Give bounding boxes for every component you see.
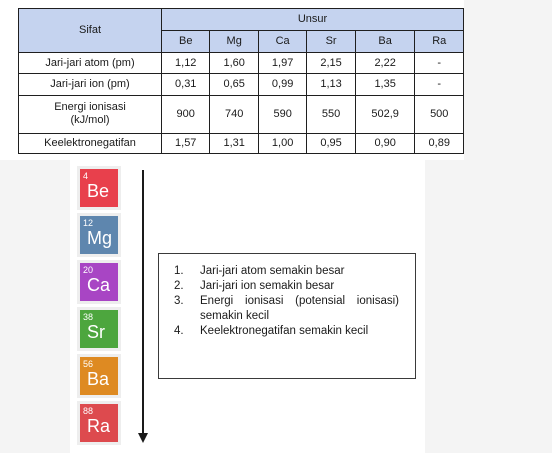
element-tile-ra [77, 401, 121, 445]
table-cell: - [415, 53, 464, 74]
table-cell: 1,31 [210, 133, 258, 153]
element-symbol: Sr [87, 322, 105, 342]
list-item: 2. Jari-jari ion semakin besar [174, 280, 335, 292]
trend-arrow-line [142, 170, 144, 437]
table-cell: 0,95 [307, 133, 355, 153]
header-property: Sifat [19, 9, 162, 53]
element-symbol: Be [87, 181, 110, 201]
element-tile-be [77, 166, 121, 210]
row-property: Jari-jari ion (pm) [19, 74, 162, 95]
header-element: Mg [210, 31, 258, 53]
table-row [19, 53, 464, 74]
table-cell: 550 [307, 95, 355, 133]
table-cell: - [415, 74, 464, 95]
row-property-line: Energi ionisasi [54, 101, 126, 114]
list-item: 3. Energi ionisasi (potensial ionisasi) semakin kecil [174, 295, 399, 322]
table-cell: 0,65 [210, 74, 258, 95]
row-property [19, 95, 162, 133]
table-cell: 0,89 [415, 133, 464, 153]
element-tile-ca [77, 260, 121, 304]
arrow-down-icon [138, 433, 148, 443]
element-symbol: Ra [87, 416, 111, 436]
table-cell: 0,99 [258, 74, 306, 95]
header-element: Sr [307, 31, 355, 53]
table-cell: 0,90 [355, 133, 415, 153]
table-cell: 1,13 [307, 74, 355, 95]
table-row [19, 74, 464, 95]
table-cell: 1,00 [258, 133, 306, 153]
table-cell: 2,22 [355, 53, 415, 74]
header-element: Ra [415, 31, 464, 53]
element-symbol: Ca [87, 275, 111, 295]
element-tile-sr [77, 307, 121, 351]
table-cell: 1,57 [162, 133, 210, 153]
trend-notes-box [158, 253, 416, 379]
header-element: Ba [355, 31, 415, 53]
list-item: 4. Keelektronegatifan semakin kecil [174, 325, 369, 337]
properties-table [18, 8, 464, 154]
table-row [19, 133, 464, 153]
row-property-line: (kJ/mol) [70, 114, 110, 127]
list-item: 1. Jari-jari atom semakin besar [174, 265, 345, 277]
table-cell: 500 [415, 95, 464, 133]
element-symbol: Mg [87, 228, 113, 248]
table-cell: 1,60 [210, 53, 258, 74]
table-cell: 1,35 [355, 74, 415, 95]
table-cell: 900 [162, 95, 210, 133]
atomic-number: 88 [83, 406, 94, 416]
row-property: Jari-jari atom (pm) [19, 53, 162, 74]
element-symbol: Ba [87, 369, 110, 389]
atomic-number: 12 [83, 218, 94, 228]
atomic-number: 4 [83, 171, 89, 181]
table-cell: 1,12 [162, 53, 210, 74]
table-row [19, 95, 464, 133]
element-tile-ba [77, 354, 121, 398]
atomic-number: 56 [83, 359, 94, 369]
header-element: Be [162, 31, 210, 53]
atomic-number: 20 [83, 265, 94, 275]
header-element: Ca [258, 31, 306, 53]
table-cell: 740 [210, 95, 258, 133]
atomic-number: 38 [83, 312, 94, 322]
table-cell: 1,97 [258, 53, 306, 74]
table-cell: 502,9 [355, 95, 415, 133]
element-tile-mg [77, 213, 121, 257]
header-group: Unsur [162, 9, 464, 31]
table-cell: 2,15 [307, 53, 355, 74]
row-property: Keelektronegatifan [19, 133, 162, 153]
table-cell: 590 [258, 95, 306, 133]
table-cell: 0,31 [162, 74, 210, 95]
